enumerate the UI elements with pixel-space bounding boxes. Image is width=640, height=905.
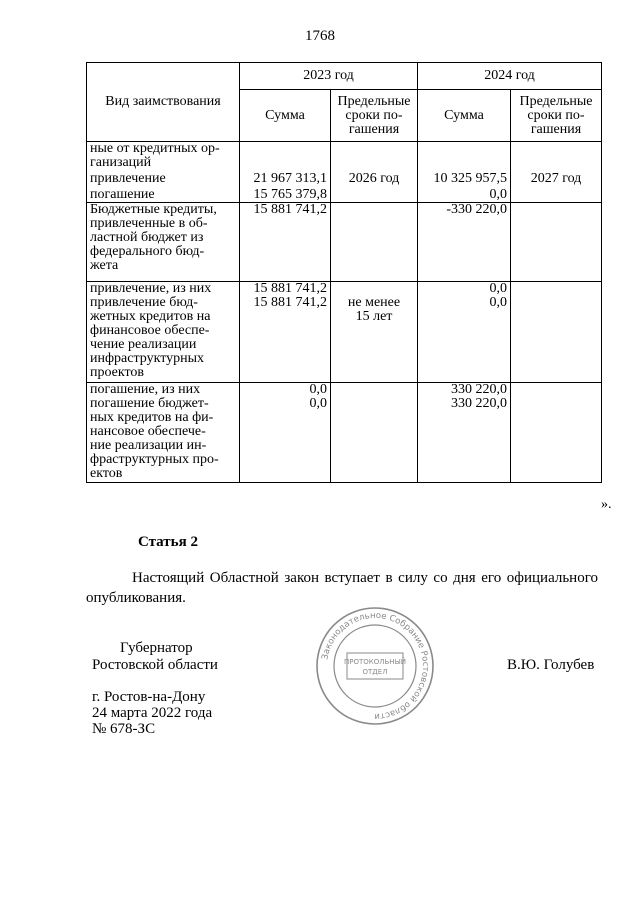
seal-center-line2: ОТДЕЛ [362, 668, 388, 676]
table-row [87, 142, 602, 171]
cell-sum-2023: 15 881 741,2 [240, 282, 331, 297]
label-line: финансовое обеспе- [90, 323, 210, 338]
label-line: проектов [90, 365, 145, 380]
meta-number: № 678-ЗС [92, 721, 156, 737]
table-row [87, 383, 602, 398]
signatory-position-line1: Губернатор [120, 640, 193, 656]
document-meta [92, 689, 212, 737]
label-line: жетных кредитов на [90, 309, 211, 324]
label-line: федерального бюд- [90, 244, 205, 259]
label-line: жета [90, 258, 119, 273]
row-label [87, 397, 240, 483]
label-line: погашение бюджет- [90, 396, 209, 411]
table-row [87, 186, 602, 203]
header-term-line: сроки по- [345, 107, 403, 123]
header-sum-2024: Сумма [418, 90, 511, 142]
cell-sum-2024 [418, 142, 511, 171]
cell-term-2024 [511, 186, 602, 203]
cell-term-2023 [331, 296, 418, 383]
header-term-line: гашения [530, 121, 582, 137]
borrowing-table [86, 62, 602, 483]
seal-ring-text: Законодательное Собрание Ростовской области [320, 610, 431, 722]
term-line: не менее [347, 295, 401, 310]
cell-sum-2024: -330 220,0 [418, 203, 511, 282]
article-text [86, 568, 598, 608]
header-year-2023: 2023 год [240, 63, 418, 90]
cell-term-2024: 2027 год [511, 170, 602, 186]
page-number: 1768 [305, 28, 335, 44]
cell-term-2023: 2026 год [331, 170, 418, 186]
table-row [87, 170, 602, 186]
cell-sum-2024: 10 325 957,5 [418, 170, 511, 186]
table-row [87, 296, 602, 383]
closing-quote-mark: ». [601, 497, 612, 512]
header-year-2024: 2024 год [418, 63, 602, 90]
cell-term-2023 [331, 142, 418, 171]
cell-sum-2023: 0,0 [240, 383, 331, 398]
label-line: чение реализации [90, 337, 197, 352]
header-term-2023 [331, 90, 418, 142]
label-line: фраструктурных про- [90, 452, 219, 467]
cell-sum-2024: 0,0 [418, 296, 511, 383]
row-label [87, 142, 240, 171]
row-label [87, 203, 240, 282]
cell-term-2023 [331, 397, 418, 483]
cell-sum-2024: 330 220,0 [418, 397, 511, 483]
label-line: привлеченные в об- [90, 216, 208, 231]
label-line: ние реализации ин- [90, 438, 207, 453]
signatory-name: В.Ю. Голубев [507, 657, 595, 673]
row-label [87, 296, 240, 383]
meta-place: г. Ростов-на-Дону [92, 689, 206, 705]
article-text-content: Настоящий Областной закон вступает в силу со дня его официального опубликования. [86, 570, 598, 606]
seal-inner-ring [334, 625, 416, 707]
table-row [87, 282, 602, 297]
official-seal-stamp [314, 605, 436, 727]
cell-term-2023 [331, 282, 418, 297]
label-line: нансовое обеспече- [90, 424, 206, 439]
row-label: погашение [87, 186, 240, 203]
article-title: Статья 2 [138, 534, 198, 550]
row-label: привлечение [87, 170, 240, 186]
cell-term-2024 [511, 296, 602, 383]
seal-center-line1: ПРОТОКОЛЬНЫЙ [343, 658, 407, 666]
label-line: ектов [90, 466, 123, 481]
header-term-line: Предельные [337, 93, 411, 109]
header-term-line: Предельные [519, 93, 593, 109]
cell-sum-2023 [240, 142, 331, 171]
label-line: Бюджетные кредиты, [90, 202, 217, 217]
cell-term-2023 [331, 186, 418, 203]
cell-sum-2024: 0,0 [418, 186, 511, 203]
meta-date: 24 марта 2022 года [92, 705, 213, 721]
cell-sum-2023: 21 967 313,1 [240, 170, 331, 186]
label-line: ластной бюджет из [90, 230, 204, 245]
cell-term-2024 [511, 383, 602, 398]
header-term-line: гашения [348, 121, 400, 137]
cell-term-2023 [331, 203, 418, 282]
cell-term-2024 [511, 203, 602, 282]
label-line: привлечение бюд- [90, 295, 198, 310]
table-header-row [87, 63, 602, 90]
header-borrowing-type: Вид заимствования [87, 63, 240, 142]
row-label: погашение, из них [87, 383, 240, 398]
cell-sum-2023: 15 881 741,2 [240, 296, 331, 383]
header-term-line: сроки по- [527, 107, 585, 123]
header-term-2024 [511, 90, 602, 142]
cell-sum-2023: 15 765 379,8 [240, 186, 331, 203]
table-row [87, 397, 602, 483]
label-line: ганизаций [90, 155, 152, 170]
table-row [87, 203, 602, 282]
cell-term-2024 [511, 397, 602, 483]
cell-term-2023 [331, 383, 418, 398]
label-line: инфраструктурных [90, 351, 205, 366]
cell-sum-2024: 0,0 [418, 282, 511, 297]
term-line: 15 лет [355, 309, 393, 324]
signatory-position-line2: Ростовской области [92, 657, 218, 673]
cell-term-2024 [511, 142, 602, 171]
row-label: привлечение, из них [87, 282, 240, 297]
cell-term-2024 [511, 282, 602, 297]
header-sum-2023: Сумма [240, 90, 331, 142]
label-line: ные от кредитных ор- [90, 141, 220, 156]
label-line: ных кредитов на фи- [90, 410, 214, 425]
cell-sum-2023: 15 881 741,2 [240, 203, 331, 282]
cell-sum-2024: 330 220,0 [418, 383, 511, 398]
cell-sum-2023: 0,0 [240, 397, 331, 483]
